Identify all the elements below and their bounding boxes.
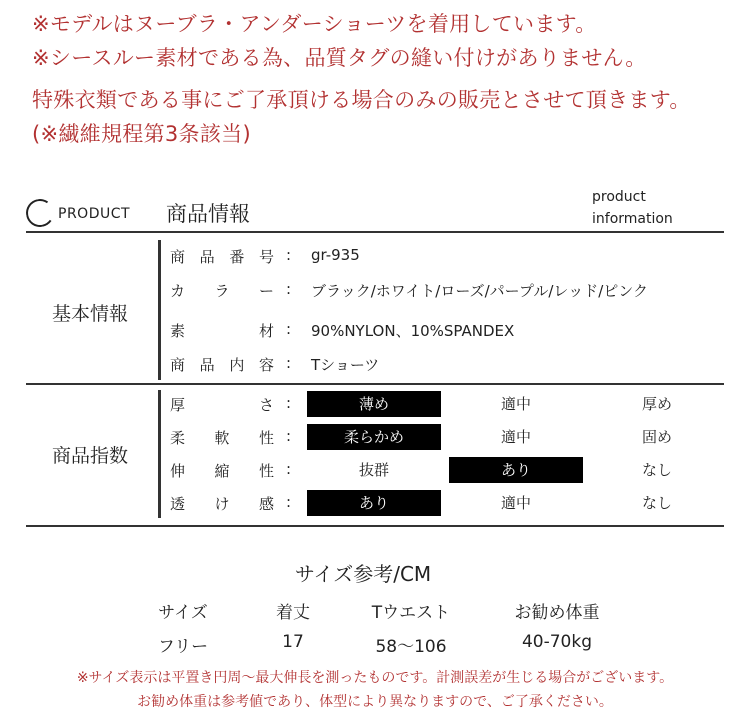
index-option: なし bbox=[641, 494, 672, 512]
value-contents: Tショーツ bbox=[311, 356, 380, 374]
value-product-number: gr-935 bbox=[311, 246, 360, 264]
index-option: 適中 bbox=[500, 494, 531, 512]
value-material: 90%NYLON、10%SPANDEX bbox=[311, 322, 515, 340]
label-product-number: 商品番号 bbox=[170, 248, 274, 266]
notice-special-clothing: 特殊衣類である事にご了承頂ける場合のみの販売とさせて頂きます。 bbox=[32, 88, 691, 112]
product-label: PRODUCT bbox=[58, 206, 131, 222]
size-header: サイズ bbox=[158, 603, 208, 623]
basic-info-title: 基本情報 bbox=[52, 303, 129, 325]
size-header: お勧め体重 bbox=[514, 603, 600, 623]
label-sheerness: 透け感 bbox=[170, 495, 274, 513]
colon: : bbox=[286, 493, 292, 511]
product-info-english bbox=[592, 186, 673, 230]
index-option: あり bbox=[449, 457, 583, 483]
index-option: なし bbox=[641, 461, 672, 479]
label-thickness: 厚さ bbox=[170, 396, 274, 414]
index-option: 固め bbox=[641, 428, 672, 446]
divider-top bbox=[26, 231, 724, 233]
label-color: カラー bbox=[170, 282, 274, 300]
colon: : bbox=[286, 427, 292, 445]
size-header: 着丈 bbox=[276, 603, 310, 623]
footnote-measurement: ※サイズ表示は平置き円周〜最大伸長を測ったものです。計測誤差が生じる場合がございます。 bbox=[76, 670, 674, 686]
footnote-weight: お勧め体重は参考値であり、体型により異なりますので、ご了承ください。 bbox=[137, 694, 613, 710]
colon: : bbox=[286, 246, 292, 264]
size-value: 58〜106 bbox=[375, 637, 447, 657]
notice-nubra: ※モデルはヌーブラ・アンダーショーツを着用しています。 bbox=[32, 12, 597, 36]
label-material: 素材 bbox=[170, 322, 274, 340]
size-value: 17 bbox=[282, 632, 304, 652]
size-header: Tウエスト bbox=[371, 603, 451, 623]
index-option: 適中 bbox=[500, 428, 531, 446]
colon: : bbox=[286, 354, 292, 372]
colon: : bbox=[286, 320, 292, 338]
index-option: 抜群 bbox=[358, 461, 389, 479]
index-title: 商品指数 bbox=[52, 445, 129, 467]
product-c-logo-icon bbox=[24, 197, 56, 229]
colon: : bbox=[286, 460, 292, 478]
label-softness: 柔軟性 bbox=[170, 429, 274, 447]
colon: : bbox=[286, 394, 292, 412]
colon: : bbox=[286, 280, 292, 298]
index-option: 厚め bbox=[641, 395, 672, 413]
index-option: 薄め bbox=[307, 391, 441, 417]
size-table-title: サイズ参考/CM bbox=[294, 562, 432, 586]
value-color: ブラック/ホワイト/ローズ/パープル/レッド/ピンク bbox=[311, 282, 648, 300]
notice-no-tag: ※シースルー素材である為、品質タグの縫い付けがありません。 bbox=[32, 46, 647, 70]
index-option: 柔らかめ bbox=[307, 424, 441, 450]
basic-info-bar bbox=[158, 240, 161, 380]
label-stretch: 伸縮性 bbox=[170, 462, 274, 480]
product-info-english-line1: product bbox=[592, 189, 646, 205]
size-value: 40-70kg bbox=[521, 632, 593, 652]
index-option: あり bbox=[307, 490, 441, 516]
index-option: 適中 bbox=[500, 395, 531, 413]
divider-bottom bbox=[26, 525, 724, 527]
label-contents: 商品内容 bbox=[170, 356, 274, 374]
product-info-title: 商品情報 bbox=[166, 202, 250, 226]
size-value: フリー bbox=[157, 637, 209, 657]
product-info-english-line2: information bbox=[592, 211, 673, 227]
notice-regulation: (※繊維規程第3条該当) bbox=[32, 122, 251, 146]
divider-middle bbox=[26, 383, 724, 385]
index-bar bbox=[158, 390, 161, 518]
